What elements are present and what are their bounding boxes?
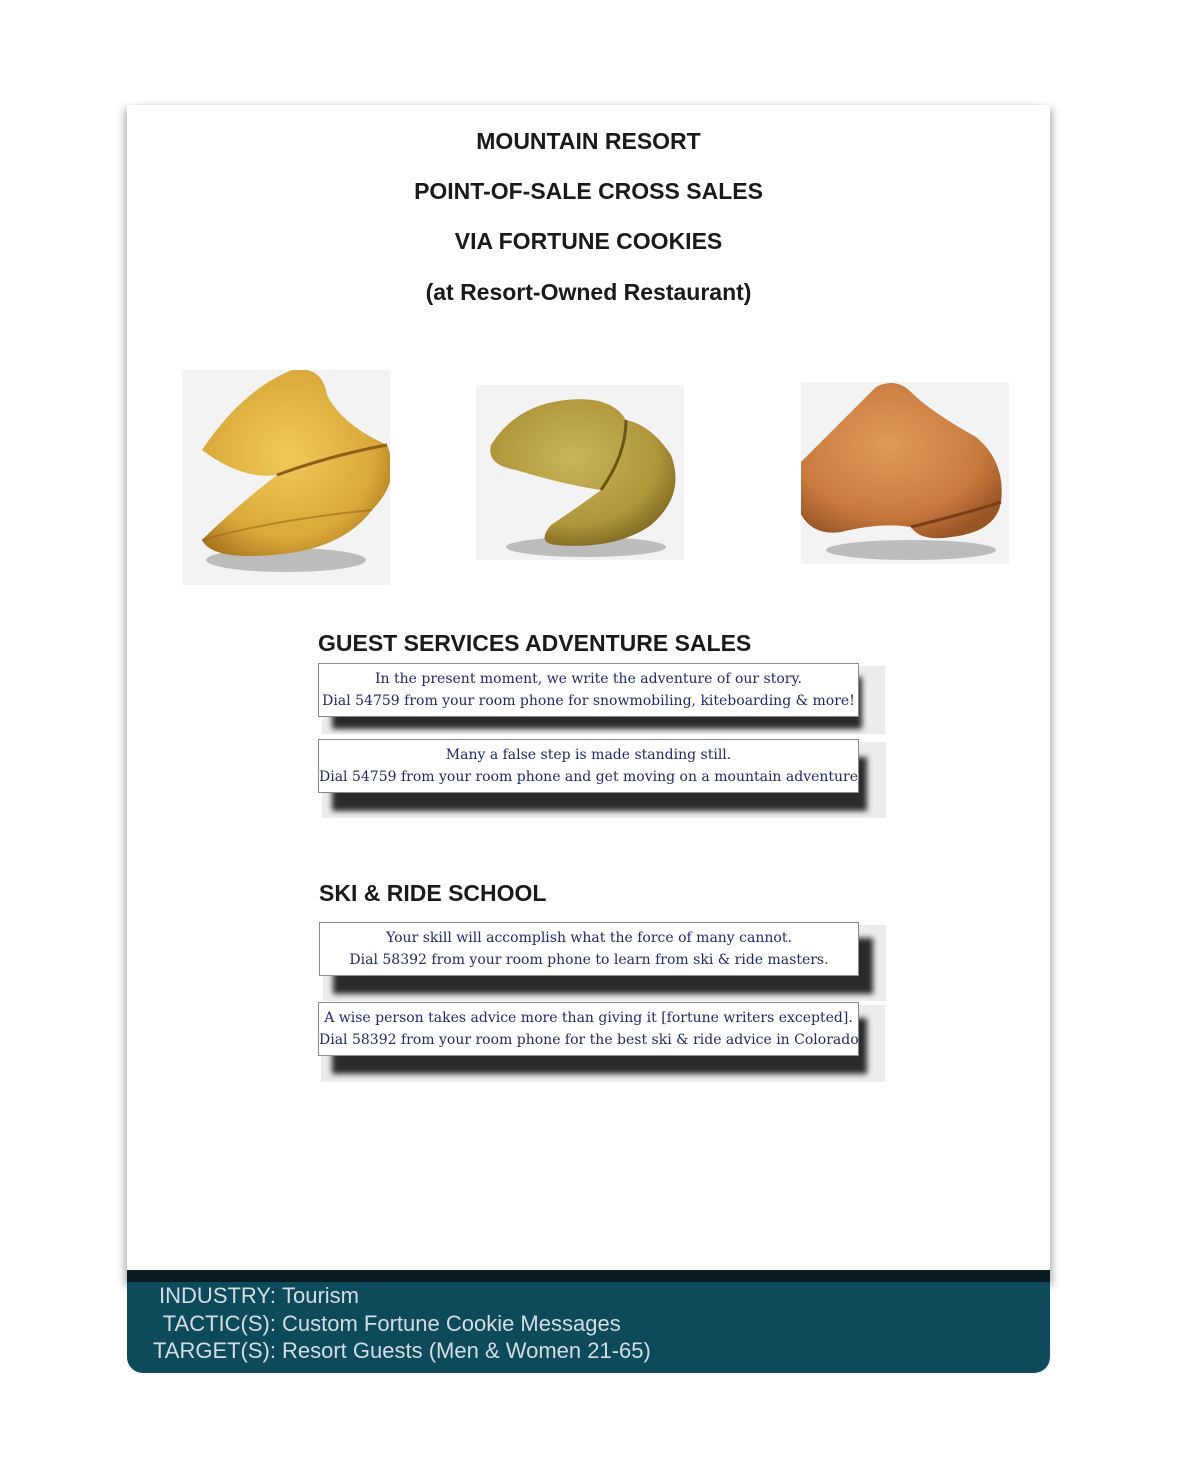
title-line-4: (at Resort-Owned Restaurant) bbox=[425, 279, 752, 305]
slip-call-to-action: Dial 58392 from your room phone to learn from ski & ride masters. bbox=[349, 952, 829, 968]
case-study-footer bbox=[127, 1270, 1050, 1373]
fortune-slip bbox=[318, 1002, 888, 1082]
industry-label: INDUSTRY: bbox=[159, 1283, 276, 1308]
fortune-slip bbox=[319, 922, 889, 1002]
title-line-3: VIA FORTUNE COOKIES bbox=[454, 228, 723, 254]
target-label: TARGET(S): bbox=[152, 1338, 276, 1363]
section-heading-guest-services: GUEST SERVICES ADVENTURE SALES bbox=[318, 630, 752, 656]
slip-call-to-action: Dial 54759 from your room phone for snowmobiling, kiteboarding & more! bbox=[322, 693, 855, 709]
slip-message: Your skill will accomplish what the force of many cannot. bbox=[386, 930, 792, 946]
slip-message: Many a false step is made standing still. bbox=[445, 747, 732, 763]
footer-target bbox=[139, 1338, 651, 1364]
footer-tactics bbox=[139, 1311, 621, 1337]
fortune-slip bbox=[318, 663, 888, 738]
fortune-cookie-icon bbox=[182, 370, 390, 585]
section-heading-ski-ride-school: SKI & RIDE SCHOOL bbox=[319, 880, 547, 906]
fortune-cookie-icon bbox=[801, 382, 1009, 564]
slip-call-to-action: Dial 54759 from your room phone and get moving on a mountain adventure. bbox=[319, 769, 863, 785]
fortune-cookie-icon bbox=[476, 385, 684, 560]
fortune-slip bbox=[318, 739, 888, 819]
target-value: Resort Guests (Men & Women 21-65) bbox=[282, 1338, 651, 1363]
slip-message: In the present moment, we write the adventure of our story. bbox=[375, 671, 802, 687]
slip-call-to-action: Dial 58392 from your room phone for the best ski & ride advice in Colorado. bbox=[319, 1032, 863, 1048]
tactics-label: TACTIC(S): bbox=[162, 1311, 276, 1336]
footer-industry bbox=[139, 1283, 359, 1309]
tactics-value: Custom Fortune Cookie Messages bbox=[282, 1311, 621, 1336]
title-line-2: POINT-OF-SALE CROSS SALES bbox=[414, 178, 763, 204]
industry-value: Tourism bbox=[282, 1283, 360, 1308]
title-line-1: MOUNTAIN RESORT bbox=[476, 128, 701, 154]
slip-message: A wise person takes advice more than giving it [fortune writers excepted]. bbox=[324, 1010, 853, 1026]
